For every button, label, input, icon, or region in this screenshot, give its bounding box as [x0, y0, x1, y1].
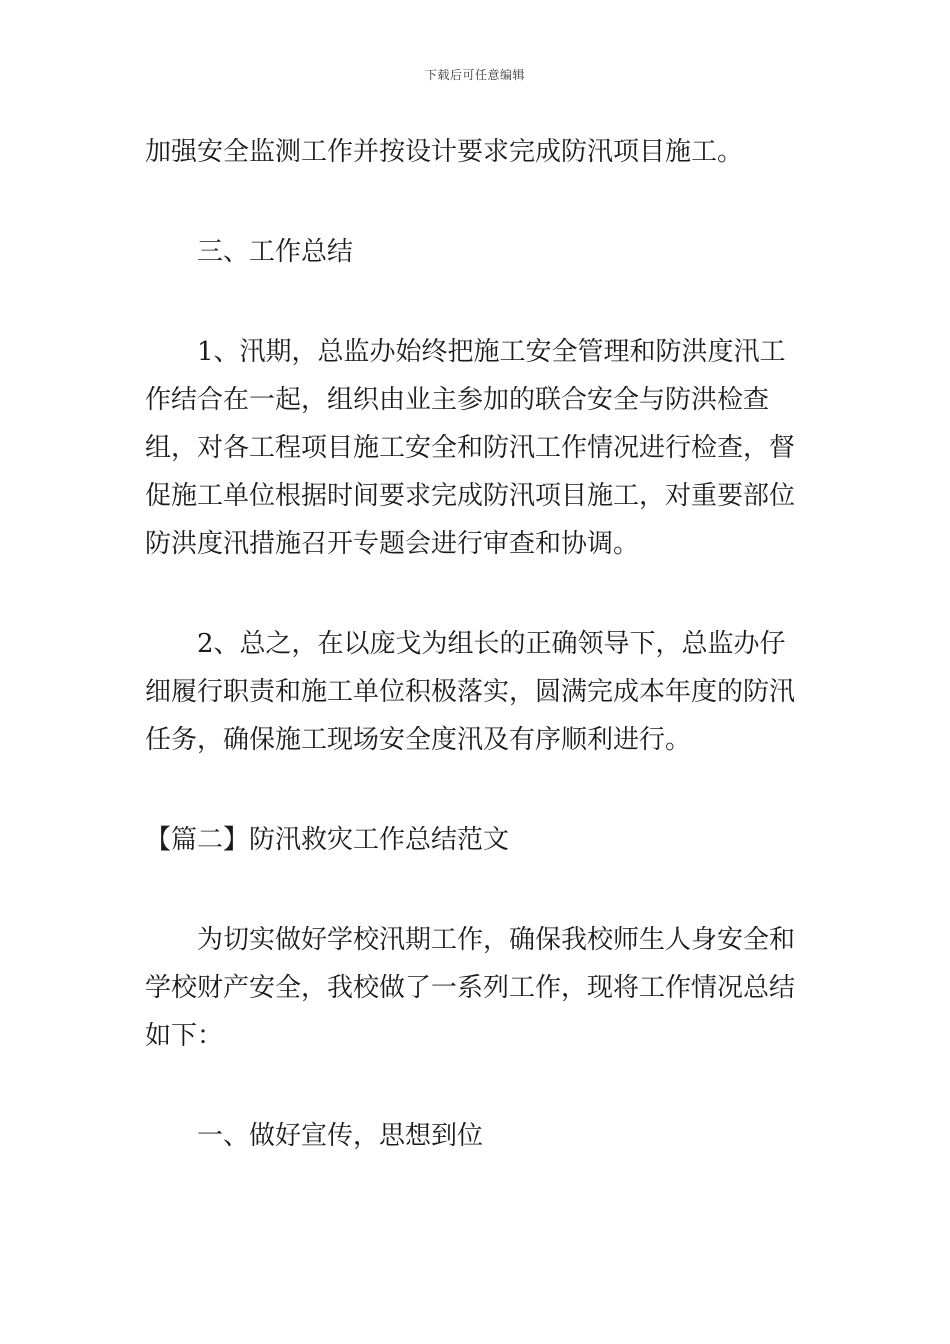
header-note: 下载后可任意编辑 — [424, 68, 525, 82]
paragraph-intro: 为切实做好学校汛期工作，确保我校师生人身安全和学校财产安全，我校做了一系列工作，现将工作情况总结如下： — [145, 925, 796, 1051]
article-title-part-two: 【篇二】防汛救灾工作总结范文 — [145, 825, 510, 855]
document-body — [145, 128, 810, 1160]
paragraph-continuation: 加强安全监测工作并按设计要求完成防汛项目施工。 — [145, 137, 744, 167]
paragraph-item-1: 1、汛期，总监办始终把施工安全管理和防洪度汛工作结合在一起，组织由业主参加的联合安全与防洪检查组，对各工程项目施工安全和防汛工作情况进行检查，督促施工单位根据时间要求完成防汛项目施工，对重要部位防洪度汛措施召开专题会进行审查和协调。 — [145, 337, 796, 559]
section-heading-summary: 三、工作总结 — [197, 237, 354, 267]
paragraph-item-2: 2、总之，在以庞戈为组长的正确领导下，总监办仔细履行职责和施工单位积极落实，圆满完成本年度的防汛任务，确保施工现场安全度汛及有序顺利进行。 — [145, 629, 796, 755]
section-heading-publicity: 一、做好宣传，思想到位 — [197, 1121, 484, 1151]
